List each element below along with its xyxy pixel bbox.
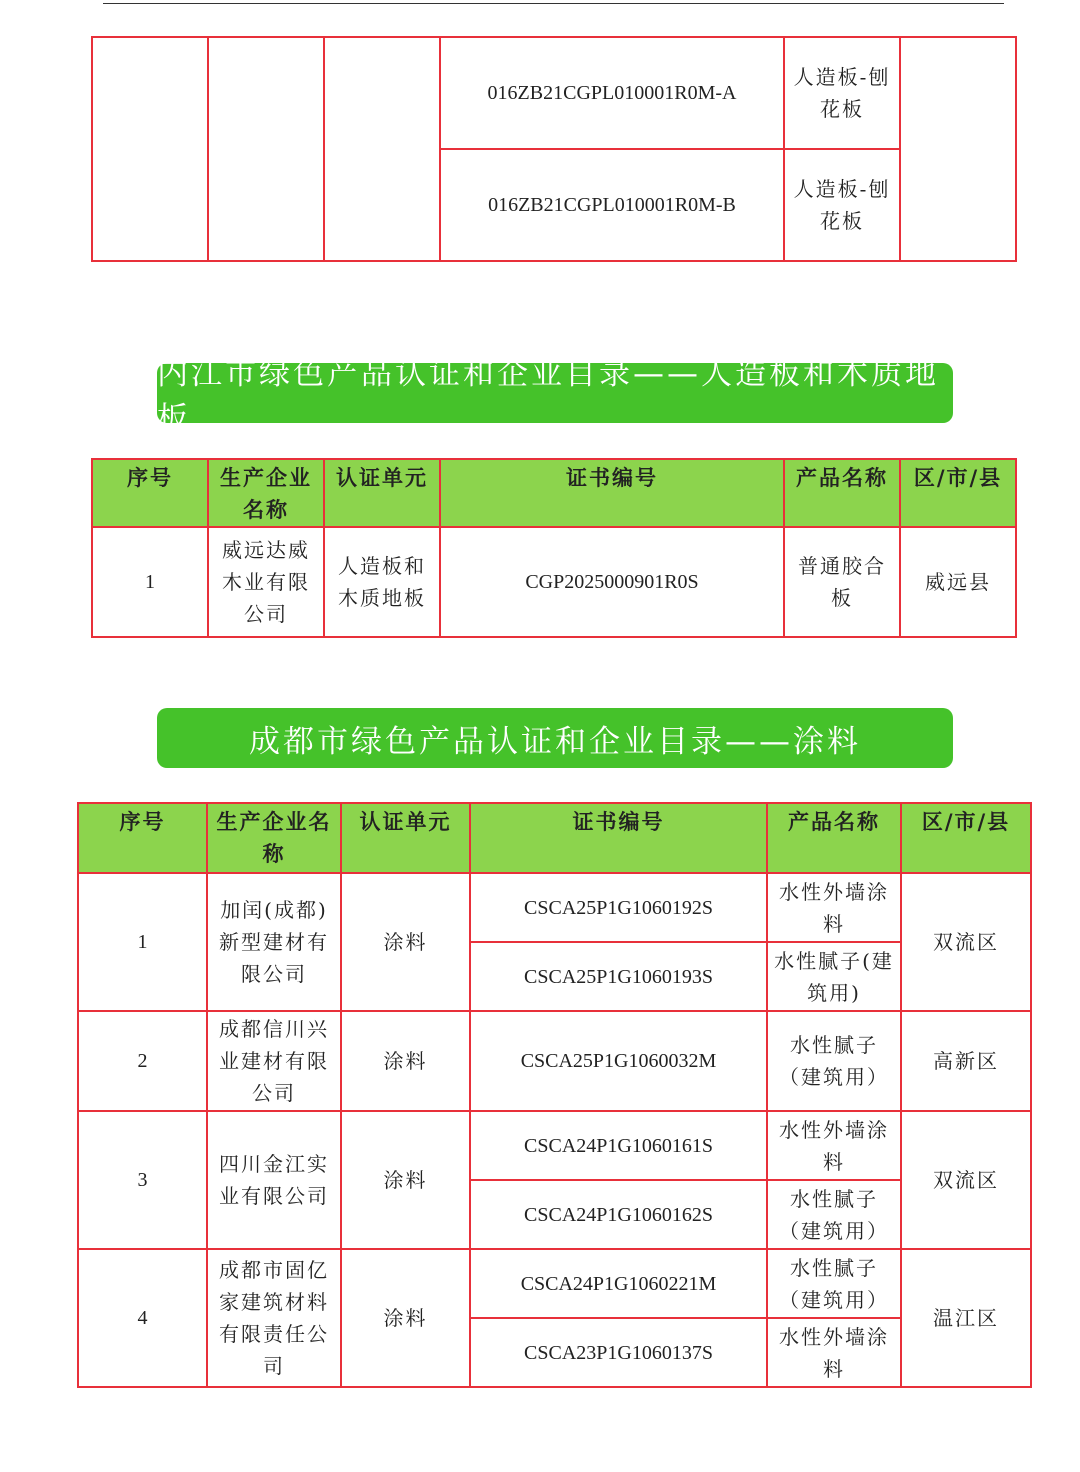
section-banner-neijiang: 内江市绿色产品认证和企业目录——人造板和木质地板	[157, 363, 953, 423]
cert-unit: 涂料	[341, 1111, 470, 1249]
empty-cell	[900, 37, 1016, 261]
row-number: 4	[78, 1249, 207, 1387]
header-cell: 认证单元	[324, 459, 440, 527]
cert-code: CSCA23P1G1060137S	[470, 1318, 767, 1387]
cert-code: CGP2025000901R0S	[440, 527, 784, 637]
cert-code: CSCA25P1G1060193S	[470, 942, 767, 1011]
header-cell: 序号	[92, 459, 208, 527]
header-cell: 区/市/县	[900, 459, 1016, 527]
product-name: 水性腻子(建筑用)	[767, 942, 901, 1011]
header-cell: 区/市/县	[901, 803, 1031, 873]
district: 威远县	[900, 527, 1016, 637]
header-cell: 证书编号	[440, 459, 784, 527]
cert-unit: 涂料	[341, 1011, 470, 1111]
section-banner-chengdu: 成都市绿色产品认证和企业目录——涂料	[157, 708, 953, 768]
district: 双流区	[901, 873, 1031, 1011]
product-name: 水性腻子（建筑用）	[767, 1011, 901, 1111]
row-number: 3	[78, 1111, 207, 1249]
header-row	[92, 459, 1016, 527]
chengdu-table	[77, 802, 1032, 1388]
product-name: 水性外墙涂料	[767, 1318, 901, 1387]
table-row	[78, 873, 1031, 942]
row-number: 1	[78, 873, 207, 1011]
page-top-rule	[103, 3, 1004, 4]
cert-code: 016ZB21CGPL010001R0M-B	[440, 149, 784, 261]
cert-code: CSCA24P1G1060162S	[470, 1180, 767, 1249]
empty-cell	[208, 37, 324, 261]
product-name: 水性外墙涂料	[767, 873, 901, 942]
cert-unit: 涂料	[341, 1249, 470, 1387]
neijiang-table	[91, 458, 1017, 638]
header-row	[78, 803, 1031, 873]
table-row	[78, 1111, 1031, 1180]
table-row	[78, 1249, 1031, 1318]
product-name: 水性外墙涂料	[767, 1111, 901, 1180]
row-number: 2	[78, 1011, 207, 1111]
cert-unit: 涂料	[341, 873, 470, 1011]
table-row	[78, 1011, 1031, 1111]
header-cell: 生产企业名称	[208, 459, 324, 527]
empty-cell	[92, 37, 208, 261]
table-row	[92, 527, 1016, 637]
district: 温江区	[901, 1249, 1031, 1387]
cert-unit: 人造板和木质地板	[324, 527, 440, 637]
district: 高新区	[901, 1011, 1031, 1111]
company-name: 成都市固亿家建筑材料有限责任公司	[207, 1249, 341, 1387]
header-cell: 产品名称	[767, 803, 901, 873]
row-number: 1	[92, 527, 208, 637]
product-name: 普通胶合板	[784, 527, 900, 637]
company-name: 成都信川兴业建材有限公司	[207, 1011, 341, 1111]
company-name: 加闰(成都)新型建材有限公司	[207, 873, 341, 1011]
product-name: 水性腻子（建筑用）	[767, 1180, 901, 1249]
header-cell: 产品名称	[784, 459, 900, 527]
continued-table	[91, 36, 1017, 262]
product-name: 人造板-刨花板	[784, 37, 900, 149]
cert-code: CSCA24P1G1060221M	[470, 1249, 767, 1318]
cert-code: CSCA24P1G1060161S	[470, 1111, 767, 1180]
product-name: 水性腻子（建筑用）	[767, 1249, 901, 1318]
cert-code: CSCA25P1G1060192S	[470, 873, 767, 942]
cert-code: CSCA25P1G1060032M	[470, 1011, 767, 1111]
district: 双流区	[901, 1111, 1031, 1249]
company-name: 威远达威木业有限公司	[208, 527, 324, 637]
empty-cell	[324, 37, 440, 261]
header-cell: 认证单元	[341, 803, 470, 873]
company-name: 四川金江实业有限公司	[207, 1111, 341, 1249]
product-name: 人造板-刨花板	[784, 149, 900, 261]
header-cell: 证书编号	[470, 803, 767, 873]
table-row	[92, 37, 1016, 149]
header-cell: 生产企业名称	[207, 803, 341, 873]
header-cell: 序号	[78, 803, 207, 873]
cert-code: 016ZB21CGPL010001R0M-A	[440, 37, 784, 149]
